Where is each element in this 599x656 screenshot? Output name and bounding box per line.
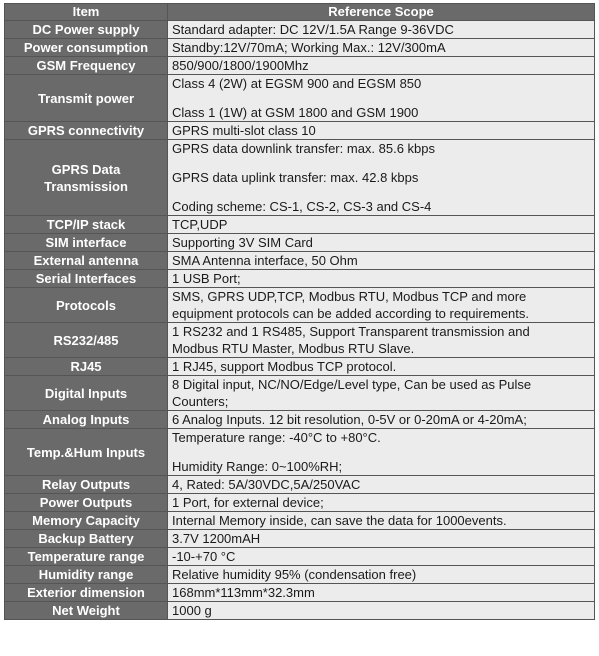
row-value xyxy=(168,548,595,566)
value-line: Counters; xyxy=(172,394,229,409)
header-reference-scope: Reference Scope xyxy=(168,4,595,21)
value-line: Modbus RTU Master, Modbus RTU Slave. xyxy=(172,341,415,356)
value-line: Standard adapter: DC 12V/1.5A Range 9-36VDC xyxy=(172,22,454,37)
row-item-label: TCP/IP stack xyxy=(5,216,168,234)
table-row xyxy=(5,270,595,288)
row-item-label: Humidity range xyxy=(5,566,168,584)
table-row xyxy=(5,376,595,411)
line-gap xyxy=(172,186,591,198)
value-line: 8 Digital input, NC/NO/Edge/Level type, Can be used as Pulse xyxy=(172,377,532,392)
line-gap xyxy=(172,446,591,458)
value-line: 1 USB Port; xyxy=(172,271,241,286)
header-item: Item xyxy=(5,4,168,21)
row-value xyxy=(168,476,595,494)
row-value xyxy=(168,140,595,216)
row-value xyxy=(168,530,595,548)
value-line: 1 RJ45, support Modbus TCP protocol. xyxy=(172,359,397,374)
row-value xyxy=(168,584,595,602)
value-line: Supporting 3V SIM Card xyxy=(172,235,313,250)
row-item-label: RS232/485 xyxy=(5,323,168,358)
value-line: Coding scheme: CS-1, CS-2, CS-3 and CS-4 xyxy=(172,199,432,214)
row-item-label: RJ45 xyxy=(5,358,168,376)
table-row xyxy=(5,57,595,75)
table-row xyxy=(5,512,595,530)
row-value xyxy=(168,602,595,620)
value-line: 6 Analog Inputs. 12 bit resolution, 0-5V or 0-20mA or 4-20mA; xyxy=(172,412,527,427)
value-line: 850/900/1800/1900Mhz xyxy=(172,58,309,73)
row-item-label: Net Weight xyxy=(5,602,168,620)
row-value xyxy=(168,429,595,476)
value-line: 1 Port, for external device; xyxy=(172,495,324,510)
row-item-label: Protocols xyxy=(5,288,168,323)
value-line: 168mm*113mm*32.3mm xyxy=(172,585,315,600)
value-line: -10-+70 °C xyxy=(172,549,236,564)
row-item-label: Serial Interfaces xyxy=(5,270,168,288)
row-item-label: GSM Frequency xyxy=(5,57,168,75)
row-item-label: Power consumption xyxy=(5,39,168,57)
row-item-label: Transmit power xyxy=(5,75,168,122)
value-line: GPRS data uplink transfer: max. 42.8 kbps xyxy=(172,170,419,185)
row-item-label: Relay Outputs xyxy=(5,476,168,494)
value-line: Temperature range: -40°C to +80°C. xyxy=(172,430,381,445)
table-row xyxy=(5,411,595,429)
value-line: 1000 g xyxy=(172,603,212,618)
value-line: 3.7V 1200mAH xyxy=(172,531,261,546)
row-item-label: Temp.&Hum Inputs xyxy=(5,429,168,476)
line-gap xyxy=(172,157,591,169)
table-row xyxy=(5,548,595,566)
value-line: Internal Memory inside, can save the data for 1000events. xyxy=(172,513,507,528)
row-value xyxy=(168,216,595,234)
value-line: 4, Rated: 5A/30VDC,5A/250VAC xyxy=(172,477,361,492)
table-row xyxy=(5,140,595,216)
table-row xyxy=(5,323,595,358)
row-value xyxy=(168,494,595,512)
table-row xyxy=(5,494,595,512)
value-line: equipment protocols can be added according to requirements. xyxy=(172,306,529,321)
value-line: Humidity Range: 0~100%RH; xyxy=(172,459,343,474)
row-value xyxy=(168,376,595,411)
row-item-label: Power Outputs xyxy=(5,494,168,512)
table-row xyxy=(5,566,595,584)
value-line: GPRS data downlink transfer: max. 85.6 kbps xyxy=(172,141,436,156)
row-item-label: Analog Inputs xyxy=(5,411,168,429)
row-value xyxy=(168,323,595,358)
row-value xyxy=(168,21,595,39)
row-item-label: GPRS Data Transmission xyxy=(5,140,168,216)
row-value xyxy=(168,234,595,252)
value-line: TCP,UDP xyxy=(172,217,228,232)
table-row xyxy=(5,584,595,602)
row-value xyxy=(168,411,595,429)
value-line: SMS, GPRS UDP,TCP, Modbus RTU, Modbus TCP and more xyxy=(172,289,527,304)
row-item-label: Memory Capacity xyxy=(5,512,168,530)
table-row xyxy=(5,39,595,57)
table-row xyxy=(5,21,595,39)
row-item-label: Exterior dimension xyxy=(5,584,168,602)
table-row xyxy=(5,252,595,270)
table-row xyxy=(5,75,595,122)
spec-table xyxy=(4,3,595,620)
row-item-label: Digital Inputs xyxy=(5,376,168,411)
row-value xyxy=(168,57,595,75)
table-row xyxy=(5,234,595,252)
value-line: SMA Antenna interface, 50 Ohm xyxy=(172,253,358,268)
value-line: 1 RS232 and 1 RS485, Support Transparent transmission and xyxy=(172,324,530,339)
value-line: Class 4 (2W) at EGSM 900 and EGSM 850 xyxy=(172,76,422,91)
row-value xyxy=(168,252,595,270)
value-line: Relative humidity 95% (condensation free) xyxy=(172,567,417,582)
row-value xyxy=(168,512,595,530)
row-item-label: DC Power supply xyxy=(5,21,168,39)
table-row xyxy=(5,476,595,494)
table-row xyxy=(5,216,595,234)
table-row xyxy=(5,530,595,548)
row-value xyxy=(168,566,595,584)
row-value xyxy=(168,358,595,376)
row-value xyxy=(168,39,595,57)
row-value xyxy=(168,75,595,122)
table-row xyxy=(5,602,595,620)
row-item-label: Temperature range xyxy=(5,548,168,566)
header-row xyxy=(5,4,595,21)
value-line: Class 1 (1W) at GSM 1800 and GSM 1900 xyxy=(172,105,419,120)
row-value xyxy=(168,270,595,288)
table-row xyxy=(5,358,595,376)
table-row xyxy=(5,122,595,140)
row-value xyxy=(168,288,595,323)
line-gap xyxy=(172,92,591,104)
table-row xyxy=(5,288,595,323)
table-row xyxy=(5,429,595,476)
row-item-label: Backup Battery xyxy=(5,530,168,548)
spec-body xyxy=(5,21,595,620)
value-line: Standby:12V/70mA; Working Max.: 12V/300mA xyxy=(172,40,446,55)
row-item-label: SIM interface xyxy=(5,234,168,252)
value-line: GPRS multi-slot class 10 xyxy=(172,123,316,138)
row-item-label: External antenna xyxy=(5,252,168,270)
row-value xyxy=(168,122,595,140)
row-item-label: GPRS connectivity xyxy=(5,122,168,140)
